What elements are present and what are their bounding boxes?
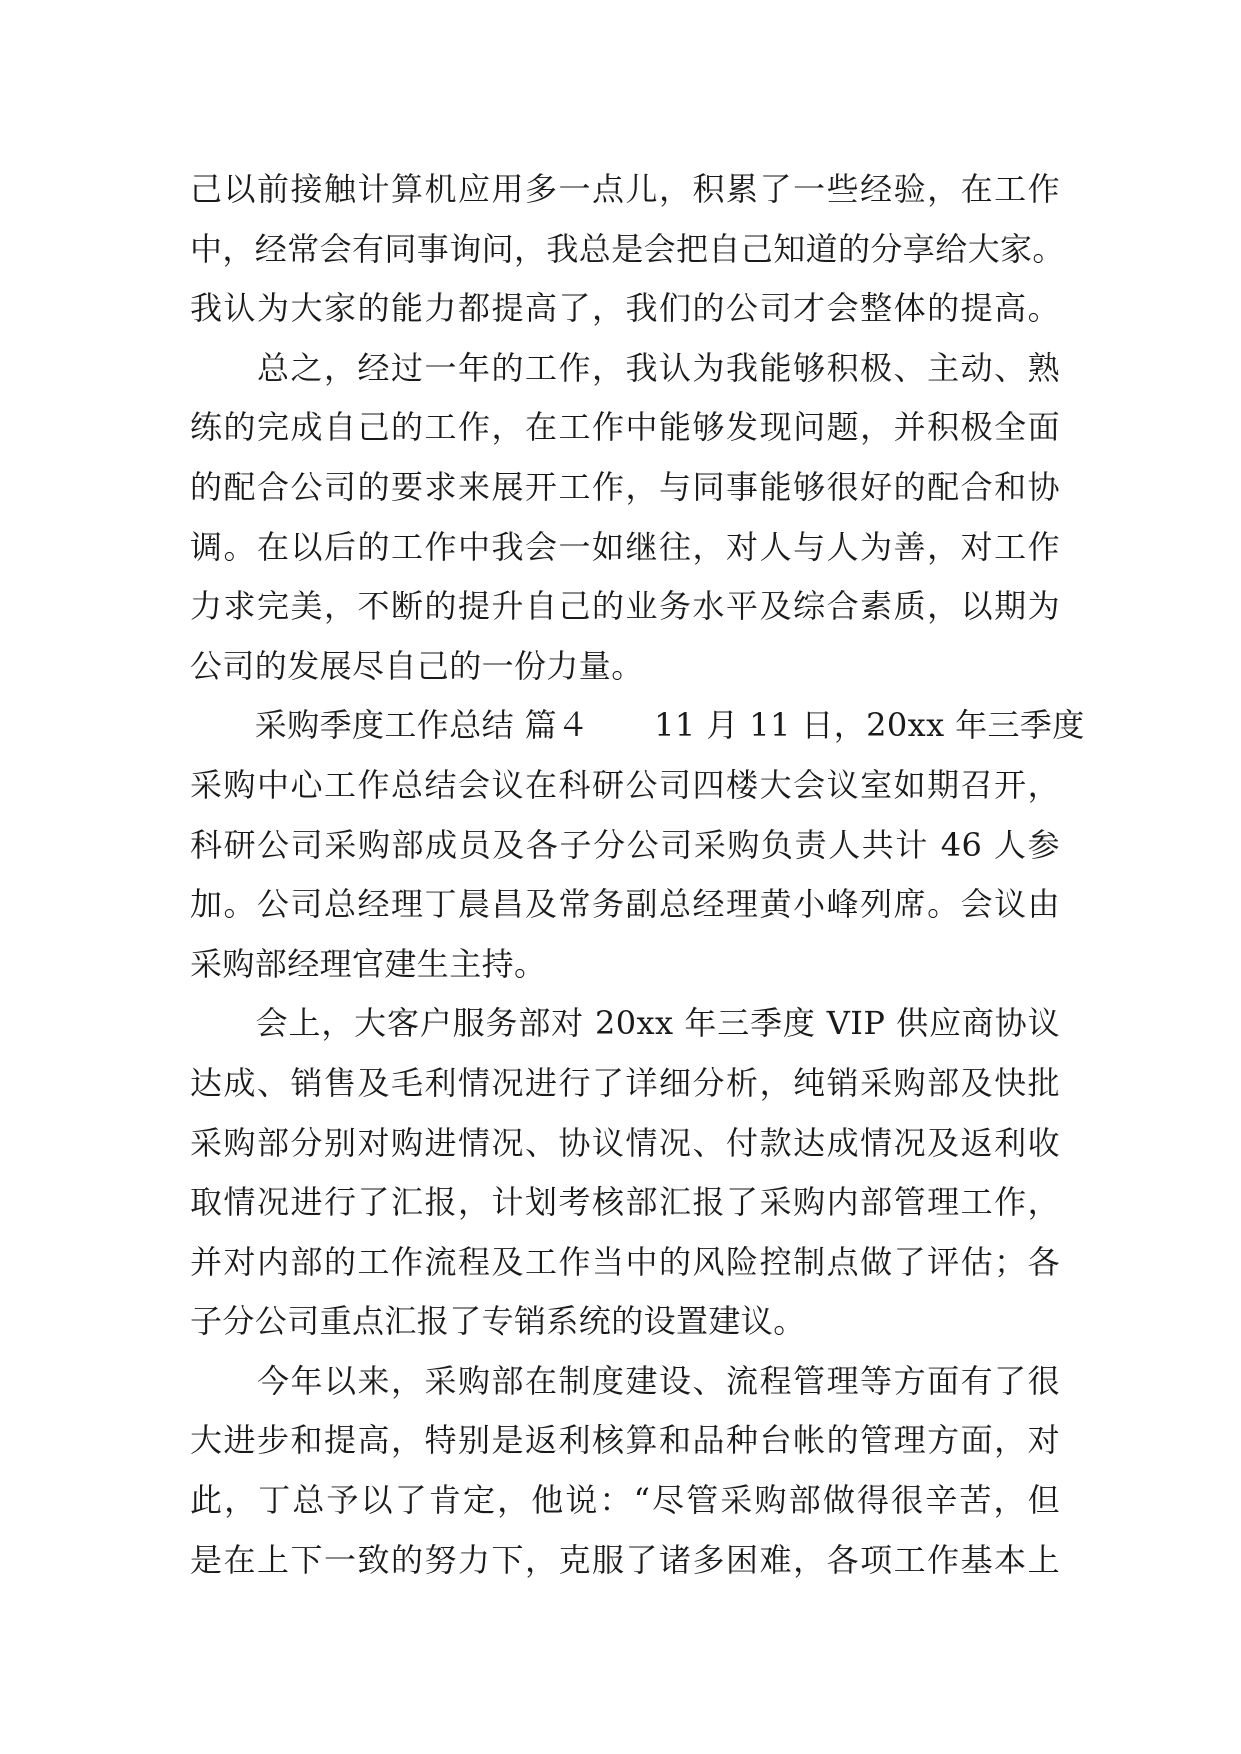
- text-line: 练的完成自己的工作，在工作中能够发现问题，并积极全面: [190, 408, 1060, 447]
- text-line: 大进步和提高，特别是返利核算和品种台帐的管理方面，对: [190, 1421, 1060, 1460]
- text-line: 此，丁总予以了肯定，他说：“尽管采购部做得很辛苦，但: [190, 1481, 1060, 1520]
- text-line: 是在上下一致的努力下，克服了诸多困难，各项工作基本上: [190, 1540, 1060, 1579]
- text-line: 会上，大客户服务部对 20xx 年三季度 VIP 供应商协议: [190, 1004, 1060, 1043]
- text-line: 采购部分别对购进情况、协议情况、付款达成情况及返利收: [190, 1123, 1060, 1162]
- text-line: 科研公司采购部成员及各子分公司采购负责人共计 46 人参: [190, 825, 1060, 864]
- document-body: [190, 160, 1085, 1590]
- text-line: 己以前接触计算机应用多一点儿，积累了一些经验，在工作: [190, 170, 1060, 208]
- text-line: 取情况进行了汇报，计划考核部汇报了采购内部管理工作，: [190, 1183, 1060, 1222]
- text-line: 公司的发展尽自己的一份力量。: [190, 646, 644, 685]
- text-line: 我认为大家的能力都提高了，我们的公司才会整体的提高。: [190, 289, 1060, 328]
- text-line: 的配合公司的要求来展开工作，与同事能够很好的配合和协: [190, 467, 1060, 506]
- text-line: 总之，经过一年的工作，我认为我能够积极、主动、熟: [190, 348, 1060, 387]
- text-line: 中，经常会有同事询问，我总是会把自己知道的分享给大家。: [190, 229, 1065, 268]
- text-line: 并对内部的工作流程及工作当中的风险控制点做了评估；各: [190, 1242, 1060, 1281]
- text-line: 调。在以后的工作中我会一如继往，对人与人为善，对工作: [190, 527, 1060, 566]
- text-line: 采购部经理官建生主持。: [190, 944, 547, 983]
- text-line: 达成、销售及毛利情况进行了详细分析，纯销采购部及快批: [190, 1063, 1060, 1102]
- text-line: 采购中心工作总结会议在科研公司四楼大会议室如期召开，: [190, 765, 1060, 804]
- text-line: 力求完美，不断的提升自己的业务水平及综合素质，以期为: [190, 587, 1060, 626]
- text-line: 加。公司总经理丁晨昌及常务副总经理黄小峰列席。会议由: [190, 885, 1060, 924]
- section-heading-line: 采购季度工作总结 篇４ 11 月 11 日，20xx 年三季度: [190, 706, 1085, 745]
- text-line: 子分公司重点汇报了专销系统的设置建议。: [190, 1302, 806, 1341]
- text-line: 今年以来，采购部在制度建设、流程管理等方面有了很: [190, 1361, 1060, 1400]
